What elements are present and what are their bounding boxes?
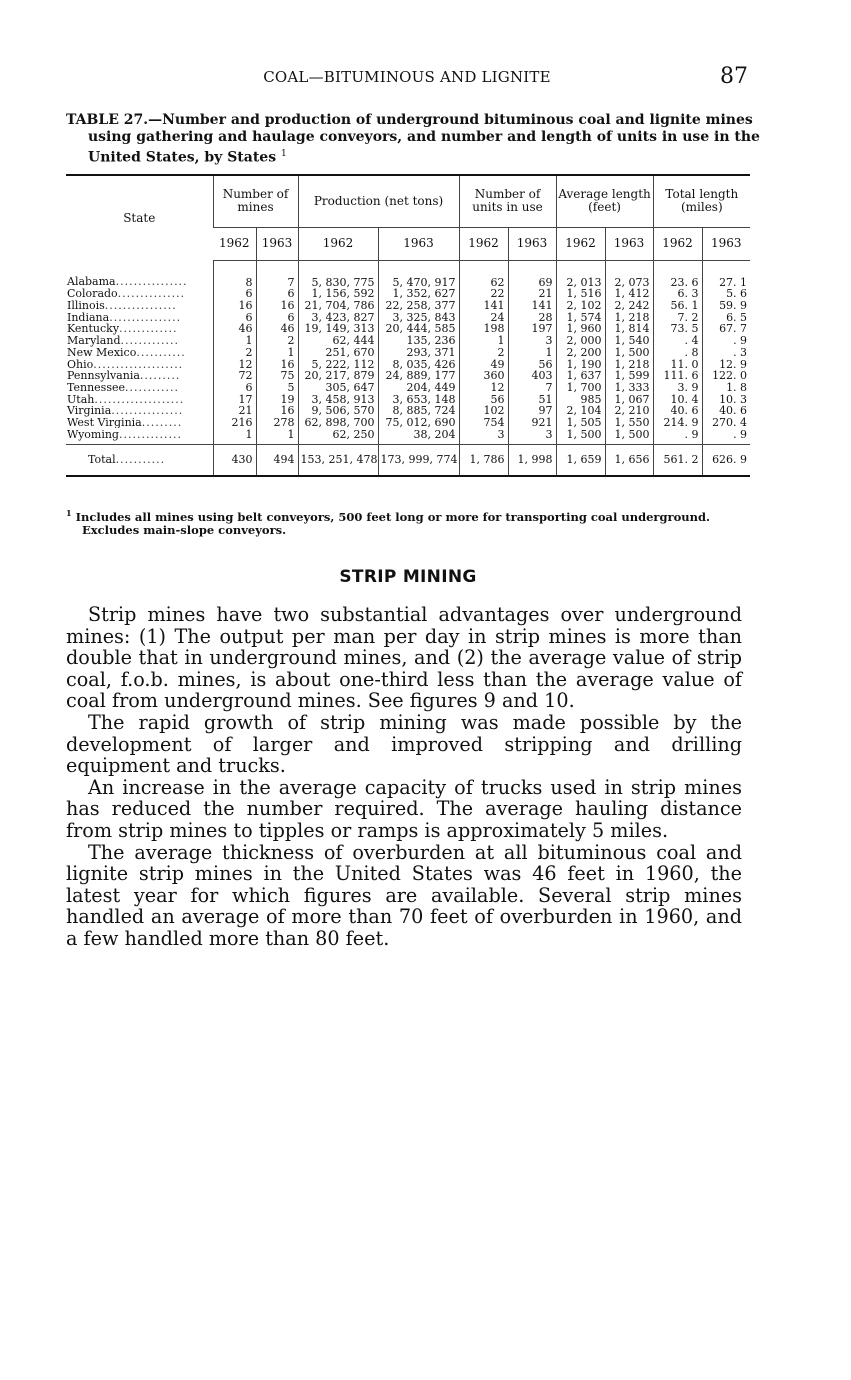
state-cell — [66, 300, 213, 312]
total-leader-dots: ........... — [115, 453, 166, 467]
table-cell: 2, 104 — [556, 405, 605, 417]
table-cell: 1, 574 — [556, 312, 605, 324]
table-cell: 16 — [256, 358, 298, 370]
table-body — [66, 260, 750, 445]
state-name: Illinois — [67, 299, 105, 312]
year-header: 1963 — [605, 227, 653, 260]
leader-dots: ................ — [111, 405, 184, 417]
footnote-text: Includes all mines using belt conveyors, 500 feet long or more for transporting coal underground. Excludes main-slope conveyors. — [75, 509, 711, 537]
leader-dots: ........... — [136, 346, 186, 359]
table-cell: . 9 — [653, 428, 702, 444]
paragraph: An increase in the average capacity of trucks used in strip mines has reduced the number required. The average hauling distance from strip mines to tipples or ramps is approximately 5 miles. — [66, 775, 742, 842]
running-head — [66, 64, 748, 90]
leader-dots: ............... — [117, 288, 186, 300]
table-cell: 2, 102 — [556, 300, 605, 312]
table-cell: 2 — [256, 335, 298, 347]
table-cell: 1 — [256, 347, 298, 359]
table-cell: 2, 000 — [556, 335, 605, 347]
table-cell: 22, 258, 377 — [378, 300, 459, 312]
table-cell: 8, 885, 724 — [378, 405, 459, 417]
state-name: Alabama — [67, 275, 116, 289]
table-cell: 7. 2 — [653, 312, 702, 324]
table-cell: 56. 1 — [653, 300, 702, 312]
table-cell: 7 — [256, 260, 298, 288]
state-cell — [66, 393, 213, 405]
total-cell: 494 — [256, 445, 298, 477]
leader-dots: ............. — [120, 334, 179, 347]
total-cell: 1, 656 — [605, 445, 653, 477]
leader-dots: .............. — [118, 428, 182, 441]
table-cell: 305, 647 — [298, 382, 378, 394]
table-footnote — [66, 507, 750, 537]
total-cell: 626. 9 — [702, 445, 750, 477]
table-cell: 6 — [213, 382, 256, 394]
table-row — [66, 370, 750, 382]
table-cell: 1. 8 — [702, 382, 750, 394]
table-cell: 1, 500 — [605, 428, 653, 444]
table-cell: 75, 012, 690 — [378, 417, 459, 429]
table-row — [66, 417, 750, 429]
table-cell: 3 — [459, 428, 508, 444]
table-cell: 21, 704, 786 — [298, 300, 378, 312]
table-row — [66, 335, 750, 347]
table-cell: 754 — [459, 417, 508, 429]
table-cell: . 8 — [653, 347, 702, 359]
table-cell: 2, 073 — [605, 260, 653, 288]
table-cell: 20, 444, 585 — [378, 323, 459, 335]
table-cell: 28 — [508, 312, 556, 324]
table-cell: 27. 1 — [702, 260, 750, 288]
table-cell: 21 — [213, 405, 256, 417]
table-row — [66, 405, 750, 417]
table-cell: 16 — [256, 300, 298, 312]
total-cell: 430 — [213, 445, 256, 477]
table-cell: 73. 5 — [653, 323, 702, 335]
state-name: Utah — [67, 393, 95, 406]
paragraph: The rapid growth of strip mining was made possible by the development of larger and improved stripping and drilling equipment and trucks. — [66, 710, 742, 778]
table-cell: 251, 670 — [298, 347, 378, 359]
table-cell: 1, 067 — [605, 393, 653, 405]
table-cell: 46 — [213, 323, 256, 335]
table-cell: . 4 — [653, 335, 702, 347]
table-cell: 72 — [213, 370, 256, 382]
state-name: Wyoming — [67, 428, 119, 441]
table-cell: 12 — [459, 382, 508, 394]
table-cell: 1, 540 — [605, 335, 653, 347]
table-cell: 5, 470, 917 — [378, 260, 459, 288]
table-cell: 1, 550 — [605, 417, 653, 429]
table-cell: 3, 325, 843 — [378, 312, 459, 324]
table-cell: 2 — [213, 347, 256, 359]
table-cell: 5. 6 — [702, 288, 750, 300]
table-cell: 56 — [459, 393, 508, 405]
leader-dots: ......... — [139, 370, 181, 382]
leader-dots: ................ — [104, 299, 177, 312]
table-row — [66, 382, 750, 394]
state-name: Ohio — [67, 358, 94, 370]
table-cell: 6 — [213, 288, 256, 300]
table-cell: 1, 599 — [605, 370, 653, 382]
table-cell: 16 — [213, 300, 256, 312]
table-cell: 1 — [256, 428, 298, 444]
table-row — [66, 260, 750, 288]
table-cell: 62, 250 — [298, 428, 378, 444]
table-cell: 921 — [508, 417, 556, 429]
table-cell: 24, 889, 177 — [378, 370, 459, 382]
table-row — [66, 428, 750, 444]
state-cell — [66, 312, 213, 324]
state-cell — [66, 288, 213, 300]
paragraph: Strip mines have two substantial advantages over underground mines: (1) The output per man per day in strip mines is more than double that in underground mines, and (2) the average value of strip coal, f.o.b. mines, is about one-third less than the average value of coal from underground mines. See figures 9 and 10. — [66, 603, 742, 713]
state-cell — [66, 428, 213, 444]
group-header-mines: Number of mines — [213, 175, 298, 227]
table-cell: 11. 0 — [653, 358, 702, 370]
table-cell: 1, 700 — [556, 382, 605, 394]
table-row — [66, 393, 750, 405]
total-row — [66, 445, 750, 477]
table-cell: 5, 830, 775 — [298, 260, 378, 288]
table-cell: . 3 — [702, 347, 750, 359]
table-cell: 38, 204 — [378, 428, 459, 444]
leader-dots: .................... — [93, 358, 184, 370]
table-cell: 7 — [508, 382, 556, 394]
table-cell: 20, 217, 879 — [298, 370, 378, 382]
table-cell: 5 — [256, 382, 298, 394]
state-name: New Mexico — [67, 346, 137, 359]
total-cell: 1, 786 — [459, 445, 508, 477]
year-header: 1963 — [378, 227, 459, 260]
table-cell: 1, 814 — [605, 323, 653, 335]
table-cell: 23. 6 — [653, 260, 702, 288]
table-cell: 62, 898, 700 — [298, 417, 378, 429]
table-cell: 270. 4 — [702, 417, 750, 429]
table-cell: 6. 5 — [702, 312, 750, 324]
table-cell: 3 — [508, 428, 556, 444]
state-header: State — [66, 175, 213, 260]
table-cell: 2, 242 — [605, 300, 653, 312]
table-cell: 69 — [508, 260, 556, 288]
state-name: Virginia — [67, 405, 112, 417]
table-cell: 5, 222, 112 — [298, 358, 378, 370]
leader-dots: ............. — [119, 323, 178, 335]
state-cell — [66, 347, 213, 359]
table-cell: 1, 352, 627 — [378, 288, 459, 300]
table-cell: 1 — [213, 335, 256, 347]
table-cell: 1, 516 — [556, 288, 605, 300]
leader-dots: ............ — [124, 381, 179, 394]
table-cell: 12 — [213, 358, 256, 370]
table-cell: 1, 156, 592 — [298, 288, 378, 300]
total-cell: 153, 251, 478 — [298, 445, 378, 477]
table-cell: 360 — [459, 370, 508, 382]
table-cell: 1, 333 — [605, 382, 653, 394]
table-cell: 141 — [508, 300, 556, 312]
table-cell: 8 — [213, 260, 256, 288]
body-text — [66, 604, 742, 950]
table-row — [66, 323, 750, 335]
total-cell: 173, 999, 774 — [378, 445, 459, 477]
table-cell: 1, 412 — [605, 288, 653, 300]
table-cell: 141 — [459, 300, 508, 312]
table-cell: 1, 218 — [605, 312, 653, 324]
state-cell — [66, 417, 213, 429]
leader-dots: ................ — [109, 311, 182, 324]
table-cell: 1, 500 — [605, 347, 653, 359]
table-cell: 10. 3 — [702, 393, 750, 405]
table-cell: 9, 506, 570 — [298, 405, 378, 417]
table-cell: 2, 013 — [556, 260, 605, 288]
table-cell: 17 — [213, 393, 256, 405]
table-cell: 46 — [256, 323, 298, 335]
state-name: Colorado — [67, 288, 118, 300]
table-row — [66, 347, 750, 359]
table-row — [66, 358, 750, 370]
state-name: Pennsylvania — [67, 370, 140, 382]
table-cell: 293, 371 — [378, 347, 459, 359]
table-cell: 1, 500 — [556, 428, 605, 444]
table-cell: 19 — [256, 393, 298, 405]
table-cell: 6 — [256, 288, 298, 300]
conveyor-table — [66, 174, 750, 477]
table-cell: 1, 190 — [556, 358, 605, 370]
table-cell: 1 — [508, 347, 556, 359]
table-cell: 3. 9 — [653, 382, 702, 394]
total-label-text: Total — [88, 453, 116, 467]
table-row — [66, 288, 750, 300]
table-row — [66, 300, 750, 312]
total-cell: 1, 998 — [508, 445, 556, 477]
table-cell: 19, 149, 313 — [298, 323, 378, 335]
table-cell: 197 — [508, 323, 556, 335]
table-cell: 10. 4 — [653, 393, 702, 405]
state-name: Kentucky — [67, 323, 120, 335]
table-cell: 62, 444 — [298, 335, 378, 347]
table-cell: 6 — [213, 312, 256, 324]
leader-dots: ................ — [115, 275, 188, 289]
state-cell — [66, 323, 213, 335]
group-header-units: Number of units in use — [459, 175, 556, 227]
table-cell: 40. 6 — [653, 405, 702, 417]
table-cell: 1 — [459, 335, 508, 347]
state-cell — [66, 260, 213, 288]
table-cell: 278 — [256, 417, 298, 429]
table-cell: 51 — [508, 393, 556, 405]
table-cell: 22 — [459, 288, 508, 300]
state-name: Indiana — [67, 311, 110, 324]
table-cell: 6. 3 — [653, 288, 702, 300]
year-header: 1962 — [556, 227, 605, 260]
table-cell: 2, 200 — [556, 347, 605, 359]
state-cell — [66, 370, 213, 382]
group-header-average-length: Average length (feet) — [556, 175, 653, 227]
year-header: 1962 — [459, 227, 508, 260]
leader-dots: ......... — [141, 416, 183, 429]
table-cell: 216 — [213, 417, 256, 429]
table-cell: 2 — [459, 347, 508, 359]
table-cell: 214. 9 — [653, 417, 702, 429]
table-cell: 135, 236 — [378, 335, 459, 347]
table-cell: 3, 653, 148 — [378, 393, 459, 405]
table-cell: 2, 210 — [605, 405, 653, 417]
table-cell: 59. 9 — [702, 300, 750, 312]
table-cell: 21 — [508, 288, 556, 300]
footnote-mark: 1 — [66, 508, 72, 518]
group-header-row — [66, 175, 750, 227]
table-caption — [66, 112, 772, 167]
table-cell: 49 — [459, 358, 508, 370]
state-cell — [66, 382, 213, 394]
table-cell: 16 — [256, 405, 298, 417]
group-header-production: Production (net tons) — [298, 175, 459, 227]
state-name: Maryland — [67, 334, 121, 347]
table-cell: 67. 7 — [702, 323, 750, 335]
year-header: 1963 — [702, 227, 750, 260]
table-cell: 62 — [459, 260, 508, 288]
paragraph: The average thickness of overburden at all bituminous coal and lignite strip mines in the United States was 46 feet in 1960, the latest year for which figures are available. Several strip mines handled an average of more than 70 feet of overburden in 1960, and a few handled more than 80 feet. — [66, 840, 742, 950]
table-cell: 1, 637 — [556, 370, 605, 382]
year-header: 1962 — [298, 227, 378, 260]
leader-dots: .................... — [94, 393, 185, 406]
running-title: COAL—BITUMINOUS AND LIGNITE — [263, 68, 551, 86]
table-cell: 8, 035, 426 — [378, 358, 459, 370]
page-number: 87 — [720, 64, 748, 89]
table-cell: . 9 — [702, 335, 750, 347]
table-cell: 122. 0 — [702, 370, 750, 382]
year-header: 1963 — [256, 227, 298, 260]
table-row — [66, 312, 750, 324]
table-cell: 3, 423, 827 — [298, 312, 378, 324]
state-name: West Virginia — [67, 416, 142, 429]
table-cell: 1 — [213, 428, 256, 444]
table-cell: 102 — [459, 405, 508, 417]
table-cell: 3 — [508, 335, 556, 347]
table-cell: 6 — [256, 312, 298, 324]
table-cell: . 9 — [702, 428, 750, 444]
year-header: 1962 — [653, 227, 702, 260]
table-caption-text: TABLE 27.—Number and production of underground bituminous coal and lignite mines using gathering and haulage conveyors, and number and length of units in use in the United States, by States — [66, 112, 760, 166]
group-header-total-length: Total length (miles) — [653, 175, 750, 227]
state-name: Tennessee — [67, 381, 125, 394]
state-cell — [66, 335, 213, 347]
state-cell — [66, 358, 213, 370]
state-cell — [66, 405, 213, 417]
year-header: 1963 — [508, 227, 556, 260]
table-cell: 1, 505 — [556, 417, 605, 429]
year-header: 1962 — [213, 227, 256, 260]
table-cell: 1, 218 — [605, 358, 653, 370]
table-cell: 1, 960 — [556, 323, 605, 335]
table-cell: 111. 6 — [653, 370, 702, 382]
table-cell: 3, 458, 913 — [298, 393, 378, 405]
table-cell: 75 — [256, 370, 298, 382]
total-cell: 1, 659 — [556, 445, 605, 477]
table-cell: 985 — [556, 393, 605, 405]
table-cell: 40. 6 — [702, 405, 750, 417]
table-cell: 56 — [508, 358, 556, 370]
table-cell: 403 — [508, 370, 556, 382]
table-cell: 204, 449 — [378, 382, 459, 394]
table-cell: 24 — [459, 312, 508, 324]
table-cell: 97 — [508, 405, 556, 417]
section-heading: STRIP MINING — [339, 567, 477, 587]
total-label — [66, 445, 213, 477]
caption-footnote-mark: 1 — [280, 149, 287, 159]
table-cell: 12. 9 — [702, 358, 750, 370]
table-cell: 198 — [459, 323, 508, 335]
total-cell: 561. 2 — [653, 445, 702, 477]
